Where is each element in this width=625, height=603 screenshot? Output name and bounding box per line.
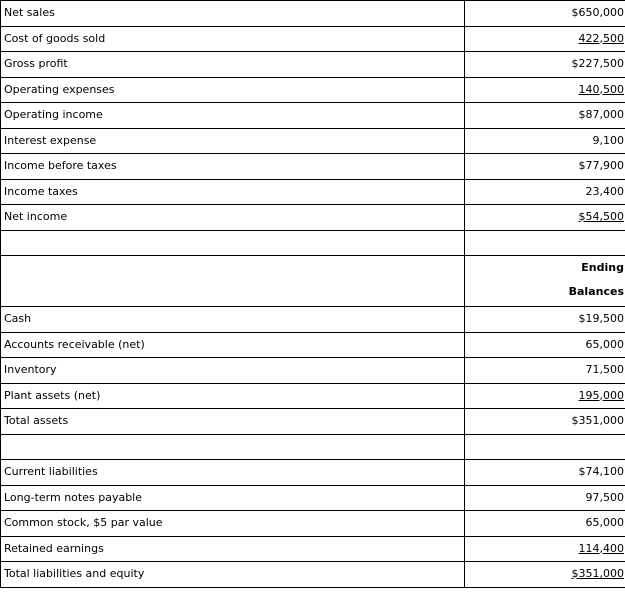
row-value-cell (465, 460, 625, 486)
table-row (1, 205, 625, 231)
row-label: Accounts receivable (net) (1, 332, 465, 358)
row-value: 114,400 (578, 541, 624, 555)
row-label: Net sales (1, 1, 465, 27)
row-label: Retained earnings (1, 536, 465, 562)
ending-balances-header (465, 256, 625, 307)
row-value-cell (465, 485, 625, 511)
row-label: Long-term notes payable (1, 485, 465, 511)
balance-header-row (1, 256, 625, 307)
row-value-cell (465, 562, 625, 588)
row-value: 422,500 (578, 31, 624, 45)
table-row (1, 179, 625, 205)
table-row (1, 1, 625, 27)
row-value: $351,000 (571, 414, 624, 427)
row-value: 65,000 (585, 337, 624, 351)
row-value: 140,500 (578, 82, 624, 96)
row-value: 195,000 (578, 388, 624, 402)
spacer-section-2 (1, 434, 625, 460)
row-value: $351,000 (571, 567, 624, 580)
row-value-cell (465, 103, 625, 129)
row-label: Total assets (1, 409, 465, 435)
table-row (1, 128, 625, 154)
row-value: $77,900 (578, 159, 624, 172)
blank-row (1, 434, 625, 460)
row-value-cell (465, 52, 625, 78)
row-value: 97,500 (585, 490, 624, 504)
row-value-cell (465, 154, 625, 180)
row-label: Operating expenses (1, 77, 465, 103)
row-value: $650,000 (571, 6, 624, 19)
row-value-cell (465, 511, 625, 537)
row-value-cell (465, 205, 625, 231)
row-value: $87,000 (578, 108, 624, 121)
table-row (1, 536, 625, 562)
table-row (1, 562, 625, 588)
row-label: Current liabilities (1, 460, 465, 486)
row-value-cell (465, 1, 625, 27)
blank-cell (1, 230, 465, 256)
row-label: Interest expense (1, 128, 465, 154)
row-value-cell (465, 128, 625, 154)
row-value-cell (465, 77, 625, 103)
header-line-1: Ending (581, 261, 624, 274)
row-value-cell (465, 409, 625, 435)
row-value-cell (465, 179, 625, 205)
row-value: 9,100 (592, 133, 624, 147)
row-value: 71,500 (585, 363, 624, 376)
spacer-section (1, 230, 625, 307)
row-value-cell (465, 26, 625, 52)
row-label: Gross profit (1, 52, 465, 78)
row-value: $74,100 (578, 465, 624, 478)
row-value-cell (465, 307, 625, 333)
assets-section (1, 307, 625, 435)
table-row (1, 77, 625, 103)
blank-cell (465, 230, 625, 256)
row-label: Income taxes (1, 179, 465, 205)
income-statement-section (1, 1, 625, 231)
table-row (1, 154, 625, 180)
row-label: Common stock, $5 par value (1, 511, 465, 537)
row-value-cell (465, 358, 625, 384)
blank-cell (465, 434, 625, 460)
row-label: Cash (1, 307, 465, 333)
row-value-cell (465, 332, 625, 358)
table-row (1, 103, 625, 129)
header-line-2: Balances (568, 285, 624, 298)
row-label: Total liabilities and equity (1, 562, 465, 588)
table-row (1, 332, 625, 358)
row-label: Income before taxes (1, 154, 465, 180)
blank-cell (1, 256, 465, 307)
row-label: Operating income (1, 103, 465, 129)
table-row (1, 307, 625, 333)
row-value: 65,000 (585, 516, 624, 529)
row-label: Inventory (1, 358, 465, 384)
row-value: 23,400 (585, 184, 624, 198)
blank-row (1, 230, 625, 256)
blank-cell (1, 434, 465, 460)
table-row (1, 383, 625, 409)
table-row (1, 485, 625, 511)
row-value-cell (465, 536, 625, 562)
liabilities-equity-section (1, 460, 625, 588)
table-row (1, 409, 625, 435)
row-label: Plant assets (net) (1, 383, 465, 409)
row-value-cell (465, 383, 625, 409)
row-label: Net income (1, 205, 465, 231)
table-row (1, 26, 625, 52)
table-row (1, 52, 625, 78)
table-row (1, 358, 625, 384)
row-value: $227,500 (571, 57, 624, 70)
row-label: Cost of goods sold (1, 26, 465, 52)
row-value: $54,500 (578, 210, 624, 223)
table-row (1, 460, 625, 486)
row-value: $19,500 (578, 312, 624, 325)
table-row (1, 511, 625, 537)
